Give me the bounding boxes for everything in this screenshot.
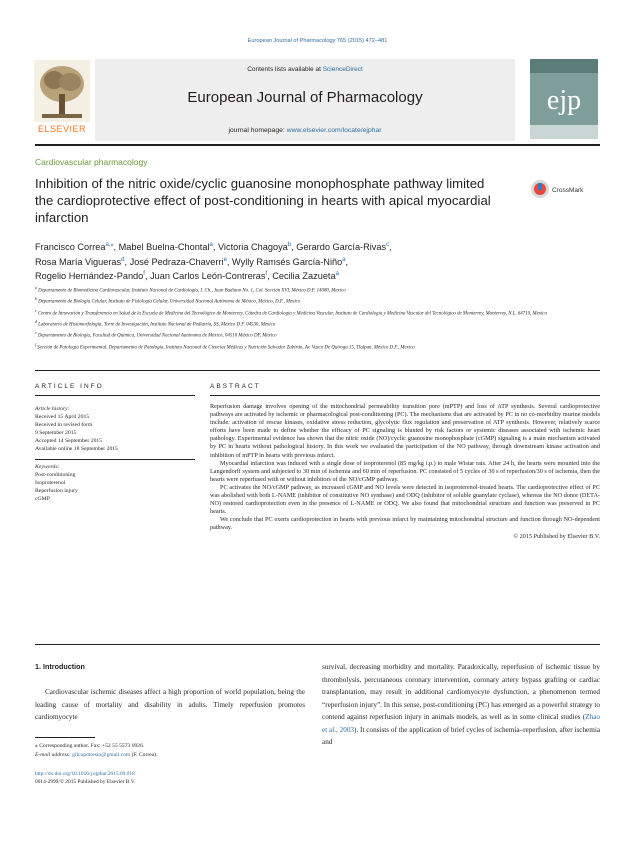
author-affiliation-marker[interactable]: d [121, 256, 125, 263]
contents-prefix: Contents lists available at [247, 66, 323, 73]
affiliation-marker: a [35, 285, 39, 290]
affiliation-marker: c [35, 307, 38, 313]
abstract-paragraph: PC activates the NO/cGMP pathway, as increased cGMP and NO levels were detected in isoproterenol-treated hearts. The cardioprotective effect of PC was abolished with both L-NAME (inhibitor of constitutive NO synthase) and ODQ (inhibitor of soluble guanylate cyclase), whereas the NO donor (DETA-NO) restored cardioprotection even in the presence of L-NAME or ODQ. We also found that mitochondrial structure and function was preserved in PC hearts. [210, 483, 600, 516]
journal-homepage [95, 127, 515, 134]
doi-link[interactable]: http://dx.doi.org/10.1016/j.ejphar.2015.09.018 [35, 771, 135, 777]
contents-availability [95, 66, 515, 73]
history-item: 9 September 2015 [35, 430, 77, 437]
journal-cover [530, 59, 598, 139]
affiliation [35, 329, 600, 340]
author-separator: , [124, 256, 130, 267]
author-affiliation-marker[interactable]: f [143, 271, 145, 278]
history-item: Received 15 April 2015 [35, 414, 90, 421]
abstract-paragraph: We conclude that PC exerts cardioprotection in hearts with previous infarct by maintaining mitochondrial structure and function through NO-dependent pathway. [210, 516, 600, 532]
header-rule [35, 144, 600, 146]
journal-name: European Journal of Pharmacology [187, 89, 423, 106]
author-separator: , [144, 271, 151, 282]
author-affiliation-marker[interactable]: a [342, 256, 346, 263]
affiliation-text: Laboratorio de Histomorfología, Torre de Investigación, Instituto Nacional de Pediatría, SS, México D.F. 04530, Mexico [38, 322, 276, 328]
affiliation [35, 295, 600, 306]
homepage-prefix: journal homepage: [228, 127, 287, 134]
affiliation-text: Sección de Patología Experimental, Departamento de Patología, Instituto Nacional de Ciencias Médicas y Nutrición Salvador Zubirán, Av. Vasco De Quiroga 15, Tlalpan, México D.F., Mexico [37, 345, 415, 351]
affiliation-marker: b [35, 296, 39, 302]
author-name: Victoria Chagoya [217, 242, 288, 253]
author-name: Mabel Buelna-Chontal [118, 242, 210, 253]
footnotes [35, 742, 305, 759]
issn-line: 0014-2999/© 2015 Published by Elsevier B.V. [35, 779, 136, 786]
article-info-rule [35, 395, 195, 396]
author-separator: , [291, 242, 297, 253]
abstract-heading: ABSTRACT [210, 383, 261, 390]
email-note [35, 751, 305, 760]
corresponding-author-note: ⁎ Corresponding author. Fax: +52 55 5573 0926. [35, 743, 145, 749]
introduction-col1: Cardiovascular ischemic diseases affect a high proportion of world population, being the leading cause of mortality and disability in adults. Timely reperfusion promotes cardiomyocyte [35, 688, 305, 721]
keywords [35, 463, 195, 503]
author-affiliation-marker[interactable]: b [287, 242, 292, 248]
affiliation-text: Departamento de Biología, Facultad de Química, Universidad Nacional Autónoma de México, 04510 México DF, Mexico [37, 333, 277, 339]
email-suffix: (F. Correa). [130, 751, 158, 758]
abstract-paragraph: Myocardial infarction was induced with a single dose of isoproterenol (85 mg/kg i.p.) to male Wistar rats. After 24 h, the hearts were mounted into the Langendorff system and subjected to 30 min of ischemia and 60 min of reperfusion. PC consisted of 5 cycles of 30 s of reperfusion/30 s of ischemia, then the hearts were reperfused with or without inhibitors of the NO/cGMP pathway. [210, 459, 600, 483]
section-label: Cardiovascular pharmacology [35, 157, 148, 167]
affiliation [35, 318, 600, 329]
affiliation-text: Departamento de Biomedicina Cardiovascular, Instituto Nacional de Cardiología, I. Ch., Juan Badiano No. 1, Col. Sección XVI, México D.F. 14080, Mexico [38, 288, 346, 294]
author-affiliation-marker[interactable]: a [335, 271, 339, 278]
author-separator: , [212, 242, 218, 253]
keyword: cGMP [35, 496, 50, 503]
author-affiliation-marker[interactable]: c [386, 242, 390, 248]
introduction-col2-text-end: ). It consists of the application of brief cycles of ischemia–reperfusion, after ischemia and [322, 725, 601, 746]
author-affiliation-marker[interactable]: e [223, 256, 227, 263]
affiliation-marker: d [35, 318, 39, 324]
affiliation-text: Centro de Innovación y Transferencia en Salud de la Escuela de Medicina del Tecnológico de Monterrey, Cátedra de Cardiología y Medicina Vascular, Instituto de Cardiología y Medicina Vascular del Tecnológico de Monterrey, Monterrey, N.L. 64710, Mexico [37, 311, 547, 317]
elsevier-tree-logo [34, 60, 90, 134]
section-rule [35, 370, 600, 371]
crossmark-badge[interactable] [530, 179, 600, 199]
abstract-paragraph: Reperfusion damage involves opening of the mitochondrial permeability transition pore (mPTP) and loss of ATP synthesis. Several cardioprotective pathways are activated by ischemic or pharmacological post-conditioning (PC). The mechanisms that are activated by PC in no co-morbidity murine models include: activation of rescue kinases, oxidative stress reduction, glycolytic flux regulation and preservation of ATP synthesis. However, relatively scarce efforts have been made to define whether the efficacy of PC signaling is blunted by risk factors or systemic diseases associated with ischemic heart pathology. Experimental evidence has shown that the nitric oxide (NO)/cyclic guanosine monophosphate (cGMP) signaling is a main mechanism activated by PC in hearts without pathological history. In this work we evaluated the participation of the NO pathway, through downstream kinase activation and inhibition of mPTP in hearts with previous infarct. [210, 403, 600, 459]
body-rule [35, 644, 600, 645]
affiliation [35, 284, 600, 295]
keyword: Post-conditioning [35, 472, 76, 479]
keyword: Reperfusion injury [35, 488, 78, 495]
journal-reference[interactable]: European Journal of Pharmacology 765 (2015) 472–481 [247, 38, 388, 44]
sciencedirect-link[interactable]: ScienceDirect [322, 66, 363, 73]
affiliation-text: Departamento de Biología Celular, Instituto de Fisiología Celular, Universidad Nacional Autónoma de México, México, D.F., Mexico [38, 299, 301, 305]
email-link[interactable]: gilcopotresio@gmail.com [72, 751, 131, 758]
author-separator: , [267, 271, 273, 282]
affiliation [35, 341, 600, 352]
author-name: Juan Carlos León-Contreras [150, 271, 266, 282]
affiliation [35, 307, 600, 318]
citation-link[interactable]: Zhao et al., 2003 [322, 713, 600, 734]
author-name: Cecilia Zazueta [272, 271, 336, 282]
abstract-copyright: © 2015 Published by Elsevier B.V. [513, 532, 600, 540]
doi-block [35, 770, 305, 787]
history-item: Received in revised form [35, 422, 93, 429]
introduction-heading: 1. Introduction [35, 662, 85, 671]
affiliation-marker: f [35, 341, 38, 347]
author-name: Wylly Ramsés García-Niño [232, 256, 343, 267]
author-list [35, 239, 595, 283]
author-name: Rogelio Hernández-Pando [35, 271, 144, 282]
introduction-col2 [322, 661, 600, 749]
author-name: Francisco Correa [35, 242, 106, 253]
footnote-rule [35, 737, 95, 738]
keywords-label: Keywords: [35, 464, 60, 470]
affiliation-marker: e [35, 330, 38, 336]
author-name: Rosa María Vigueras [35, 256, 122, 267]
abstract-rule [210, 395, 600, 396]
author-affiliation-marker[interactable]: f [265, 271, 268, 278]
introduction-col2-text: survival, decreasing morbidity and mortality. Paradoxically, reperfusion of ischemic tissue by thrombolysis, percutaneous coronary intervention, coronary artery bypass grafting or cardiac transplantation, may result in additional cardiomyocyte dysfunction, a phenomenon termed “reperfusion injury”. In this sense, post-conditioning (PC) has emerged as a powerful strategy to contend against reperfusion injury in animals models, as well as in some clinical studies ( [322, 663, 600, 721]
affiliation-list [35, 284, 600, 352]
history-label: Article history: [35, 406, 70, 412]
abstract-body [210, 403, 600, 541]
author-separator: , [389, 242, 392, 253]
email-label: E-mail address: [35, 751, 73, 758]
publisher-name: ELSEVIER [37, 124, 87, 134]
author-separator: , [226, 256, 233, 267]
history-item: Available online 18 September 2015 [35, 446, 118, 453]
article-title: Inhibition of the nitric oxide/cyclic guanosine monophosphate pathway limited the cardioprotective effect of post-conditioning in hearts with apical myocardial infarction [35, 176, 491, 225]
author-affiliation-marker[interactable]: a [209, 242, 213, 248]
article-info-heading: ARTICLE INFO [35, 383, 104, 390]
author-separator: , [113, 242, 119, 253]
journal-cover-text: ejp [546, 85, 582, 116]
crossmark-label: CrossMark [552, 187, 584, 194]
crossmark-icon [530, 179, 600, 199]
author-separator: , [345, 256, 349, 267]
keyword: Isoproterenol [35, 480, 66, 487]
article-history [35, 405, 195, 454]
author-affiliation-marker[interactable]: a,⁎ [105, 242, 114, 248]
homepage-link[interactable]: www.elsevier.com/locate/ejphar [286, 127, 382, 134]
keywords-rule [35, 459, 195, 460]
journal-cover-art [530, 59, 598, 139]
author-name: Gerardo García-Rivas [296, 242, 387, 253]
history-item: Accepted 14 September 2015 [35, 438, 103, 445]
author-name: José Pedraza-Chaverri [129, 256, 224, 267]
